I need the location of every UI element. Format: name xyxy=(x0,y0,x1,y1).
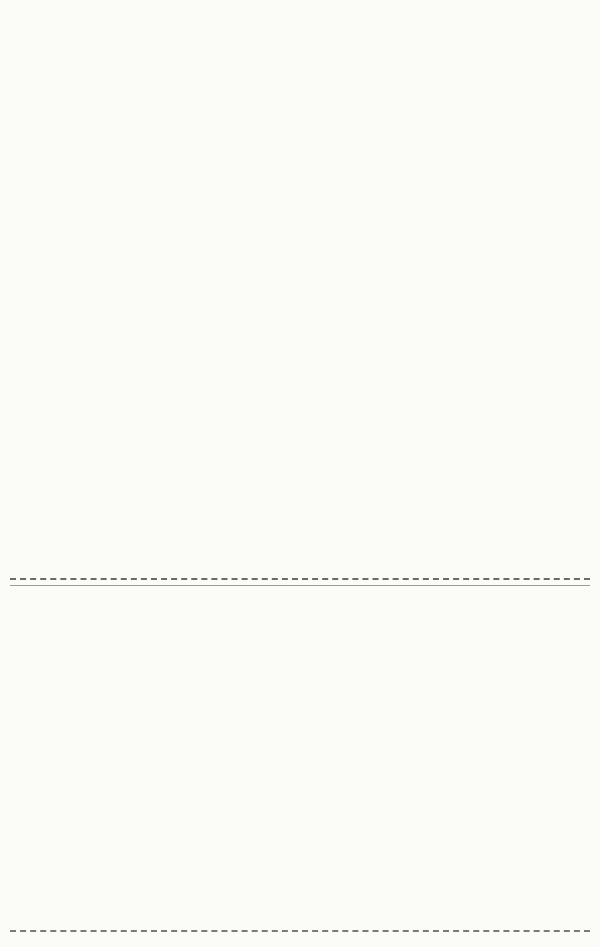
bottom-divider xyxy=(10,930,590,932)
section-divider xyxy=(10,578,590,580)
section-divider-line xyxy=(10,585,590,586)
essay-text xyxy=(60,598,580,918)
constitution-articles xyxy=(30,10,590,575)
